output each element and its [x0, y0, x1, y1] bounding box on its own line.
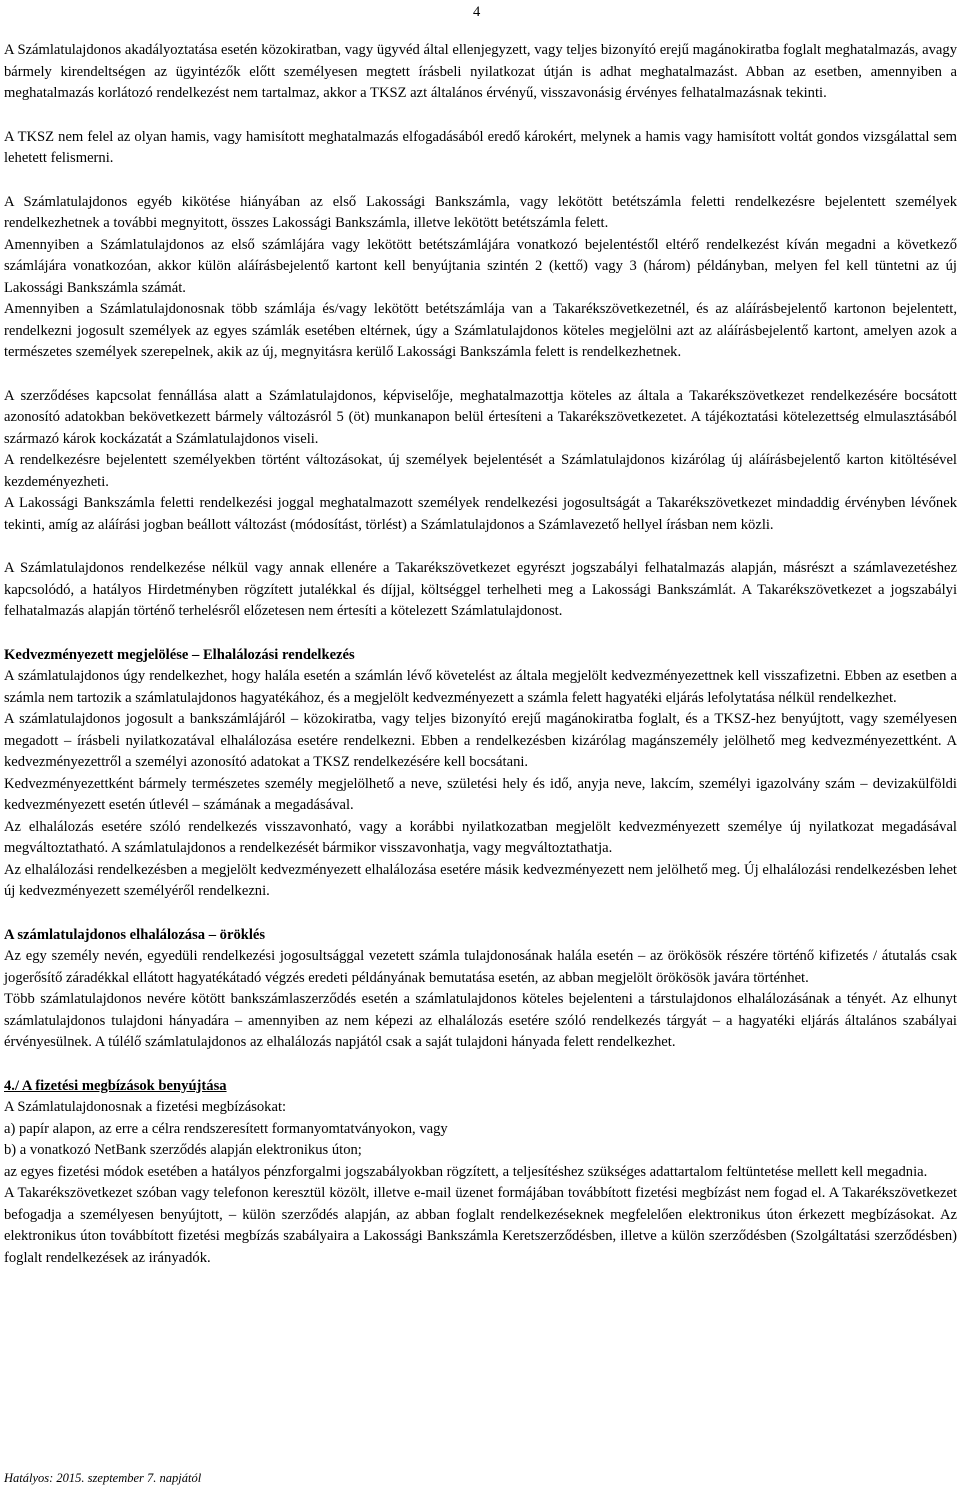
paragraph: A Számlatulajdonos egyéb kikötése hiányában az első Lakossági Bankszámla, vagy lekötött betétszámla feletti rendelkezésre bejelentett személyek rendelkezhetnek a további megnyitott, összes Lakossági Bankszámla, illetve lekötött betétszámla felett.	[4, 193, 957, 231]
section-heading: Kedvezményezett megjelölése – Elhalálozási rendelkezés	[4, 646, 355, 663]
document-body	[4, 40, 957, 1269]
paragraph: A Számlatulajdonosnak a fizetési megbízásokat:	[4, 1099, 287, 1115]
paragraph: Az egy személy nevén, egyedüli rendelkezési jogosultsággal vezetett számla tulajdonosának halála esetén – az örökösök részére történő kifizetés / átutalás csak jogerősítő záradékkal ellátott hagyatékátadó végzés eredeti példányának bemutatása esetén, az abban megjelölt örökösök javára történhet.	[4, 948, 957, 986]
paragraph: A Számlatulajdonos rendelkezése nélkül vagy annak ellenére a Takarékszövetkezet egyrészt jogszabályi felhatalmazás alapján, másrészt a számlavezetéshez kapcsolódó, a hatályos Hirdetményben rögzített jutalékkal és díjjal, költséggel terhelheti meg a Lakossági Bankszámlát. A Takarékszövetkezet a jogszabályi felhatalmazás alapján történő terhelésről előzetesen nem értesíti a kötelezett Számlatulajdonost.	[4, 560, 957, 619]
paragraph: A számlatulajdonos úgy rendelkezhet, hogy halála esetén a számlán lévő követelést az általa megjelölt kedvezményezettnek kell visszafizetni. Ebben az esetben a számla nem tartozik a számlatulajdonos hagyatékához, és a megjelölt kedvezményezett a számla felett hagyatéki eljárás lefolytatása nélkül rendelkezhet.	[4, 668, 957, 706]
section-heading: 4./ A fizetési megbízások benyújtása	[4, 1077, 227, 1094]
paragraph: Amennyiben a Számlatulajdonosnak több számlája és/vagy lekötött betétszámlája van a Takarékszövetkezetnél, és az aláírásbejelentő kartonon bejelentett, rendelkezni jogosult személyek az egyes számlák esetében eltérnek, úgy a Számlatulajdonos köteles megjelölni azt az aláírásbejelentő kartont, amelyen azok a természetes személyek szerepelnek, akik az új, megnyitásra kerülő Lakossági Bankszámla felett is rendelkezhetnek.	[4, 301, 957, 360]
paragraph: A szerződéses kapcsolat fennállása alatt a Számlatulajdonos, képviselője, meghatalmazottja köteles az általa a Takarékszövetkezet rendelkezésére bocsátott azonosító adatokban bekövetkezett bármely változásról 5 (öt) munkanapon belül értesíteni a Takarékszövetkezetet. A tájékoztatási kötelezettség elmulasztásából származó károk kockázatát a Számlatulajdonos viseli.	[4, 387, 957, 447]
list-item: a) papír alapon, az erre a célra rendszeresített formanyomtatványokon, vagy	[4, 1120, 448, 1137]
paragraph: A számlatulajdonos jogosult a bankszámlájáról – közokiratba, vagy teljes bizonyító erejű magánokiratba foglalt, és a TKSZ-hez benyújtott, vagy személyesen megadott – írásbeli nyilatkozatával elhalálozása esetére rendelkezni. Ebben a rendelkezésben kizárólag magánszemély jelölhető meg kedvezményezettként. A kedvezményezettről a személyi azonosító adatokat a TKSZ rendelkezésére kell bocsátani.	[4, 711, 957, 770]
paragraph: Több számlatulajdonos nevére kötött bankszámlaszerződés esetén a számlatulajdonos köteles bejelenteni a társtulajdonos elhalálozásának a tényét. Az elhunyt számlatulajdonos tulajdoni hányadára – amennyiben az nem képezi az elhalálozás esetére szóló rendelkezés tárgyát – a hagyatéki eljárás általános szabályai érvényesülnek. A túlélő számlatulajdonos az elhalálozás napjától csak a saját tulajdoni hányada felett rendelkezhet.	[4, 991, 957, 1050]
paragraph: Az elhalálozási rendelkezésben a megjelölt kedvezményezett elhalálozása esetére másik kedvezményezett nem jelölhető meg. Új elhalálozási rendelkezésben lehet új kedvezményezett személyéről rendelkezni.	[4, 861, 957, 899]
section-heading: A számlatulajdonos elhalálozása – öröklés	[4, 926, 266, 943]
page-number: 4	[473, 4, 481, 20]
paragraph: Amennyiben a Számlatulajdonos az első számlájára vagy lekötött betétszámlájára vonatkozó bejelentéstől eltérő rendelkezést kíván megadni a következő számlájára vonatkozóan, akkor külön aláírásbejelentő kartont kell benyújtania szintén 2 (kettő) vagy 3 (három) példányban, melyen fel kell tüntetni az új Lakossági Bankszámla számát.	[4, 236, 957, 296]
paragraph: A Lakossági Bankszámla feletti rendelkezési joggal meghatalmazott személyek rendelkezési jogosultságát a Takarékszövetkezet mindaddig érvényben lévőnek tekinti, amíg az aláírási jogban beállott változást (módosítást, törlést) a Számlatulajdonos a Számlavezető hellyel írásban nem közli.	[4, 495, 957, 533]
list-item: b) a vonatkozó NetBank szerződés alapján elektronikus úton;	[4, 1142, 362, 1158]
paragraph: Kedvezményezettként bármely természetes személy megjelölhető a neve, születési hely és idő, anyja neve, lakcím, személyi igazolvány szám – devizakülföldi kedvezményezett esetén útlevél – számának a megadásával.	[4, 775, 957, 813]
paragraph: az egyes fizetési módok esetében a hatályos pénzforgalmi jogszabályokban rögzített, a teljesítéshez szükséges adattartalom feltüntetése mellett kell megadnia.	[4, 1163, 928, 1180]
paragraph: A rendelkezésre bejelentett személyekben történt változásokat, új személyek bejelentését a Számlatulajdonos kizárólag új aláírásbejelentő karton kitöltésével kezdeményezheti.	[4, 452, 957, 490]
footer-effective-date: Hatályos: 2015. szeptember 7. napjától	[4, 1471, 202, 1485]
paragraph: A Számlatulajdonos akadályoztatása esetén közokiratban, vagy ügyvéd által ellenjegyzett, vagy teljes bizonyító erejű magánokiratba foglalt meghatalmazás, avagy bármely kirendeltségen az ügyintézők előtt személyesen megtett írásbeli nyilatkozat útján is adhat meghatalmazást. Abban az esetben, amennyiben a meghatalmazás korlátozó rendelkezést nem tartalmaz, akkor a TKSZ azt általános érvényű, visszavonásig érvényes felhatalmazásnak tekinti.	[4, 42, 957, 101]
paragraph: A Takarékszövetkezet szóban vagy telefonon keresztül közölt, illetve e-mail üzenet formájában továbbított fizetési megbízást nem fogad el. A Takarékszövetkezet befogadja a személyesen benyújtott, – külön szerződés alapján, az abban foglalt rendelkezéseknek megfelelően elektronikus úton érkezett megbízásokat. Az elektronikus úton továbbított fizetési megbízás szabályaira a Lakossági Bankszámla Keretszerződésben, illetve a külön szerződésben (Szolgáltatási szerződésben) foglalt rendelkezések az irányadók.	[4, 1185, 957, 1266]
paragraph: Az elhalálozás esetére szóló rendelkezés visszavonható, vagy a korábbi nyilatkozatban megjelölt kedvezményezett személye új nyilatkozat megadásával megváltoztatható. A számlatulajdonos a rendelkezését bármikor visszavonhatja, vagy megváltoztathatja.	[4, 818, 957, 856]
paragraph: A TKSZ nem felel az olyan hamis, vagy hamisított meghatalmazás elfogadásából eredő károkért, melynek a hamis vagy hamisított voltát gondos vizsgálattal sem lehetett felismerni.	[4, 128, 957, 166]
